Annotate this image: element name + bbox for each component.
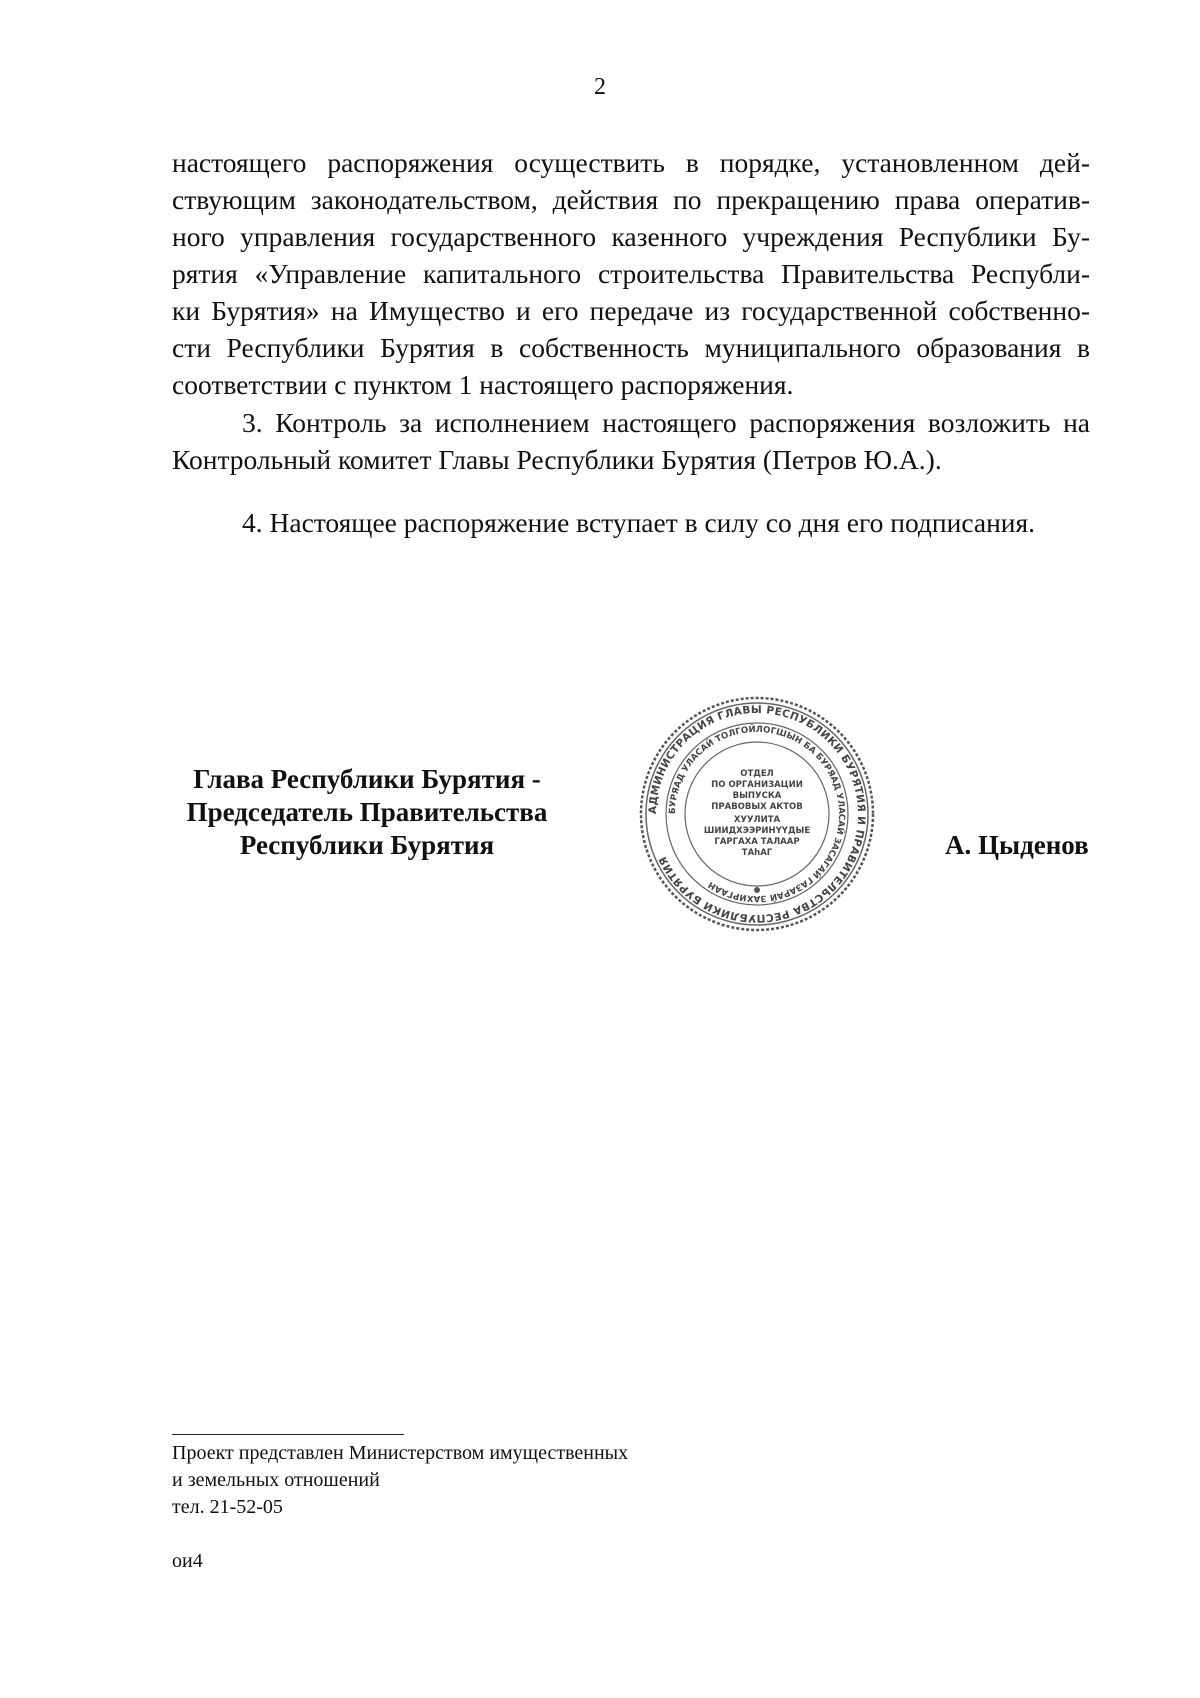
paragraph-line: ного управления государственного казенного учреждения Республики Бу- (172, 221, 1090, 252)
seal-center-line: ОТДЕЛ (740, 769, 774, 779)
page-number: 2 (594, 74, 606, 100)
signatory-title-line: Председатель Правительства (186, 797, 548, 827)
signatory-title-line: Глава Республики Бурятия - (193, 764, 541, 794)
seal-center-line: ШИИДХЭЭРИНҮҮДЫЕ (703, 826, 811, 836)
footnote-divider (172, 1434, 404, 1435)
svg-text:БУРЯАД УЛАСАЙ ТОЛГОЙЛОГШЫН БА (668, 723, 847, 904)
footnote (172, 1440, 628, 1521)
seal-center-line: ПО ОРГАНИЗАЦИИ (711, 780, 803, 790)
paragraph-line: 3. Контроль за исполнением настоящего распоряжения возложить на (242, 407, 1090, 438)
signatory-title-line: Республики Бурятия (239, 830, 495, 860)
paragraph-line: рятия «Управление капитального строительства Правительства Республи- (172, 258, 1090, 289)
seal-center-line: ПРАВОВЫХ АКТОВ (711, 802, 803, 812)
document-code: ои4 (172, 1550, 203, 1572)
paragraph-line: сти Республики Бурятия в собственность муниципального образования в (172, 332, 1090, 363)
official-seal (637, 694, 877, 934)
seal-star-icon (754, 887, 760, 893)
footnote-line: и земельных отношений (172, 1469, 380, 1491)
seal-center-line: ВЫПУСКА (732, 791, 782, 801)
footnote-line: Проект представлен Министерством имущественных (172, 1442, 629, 1464)
paragraph-line: Контрольный комитет Главы Республики Бурятия (Петров Ю.А.). (172, 444, 942, 475)
paragraph-4: 4. Настоящее распоряжение вступает в силу со дня его подписания. (242, 507, 1036, 538)
paragraph-line: ствующим законодательством, действия по прекращению права оператив- (172, 184, 1090, 215)
paragraph-line: соответствии с пунктом 1 настоящего распоряжения. (172, 369, 794, 400)
paragraph-line: настоящего распоряжения осуществить в порядке, установленном дей- (172, 147, 1090, 178)
seal-center-line: ГАРГАХА ТАЛААР (714, 837, 800, 847)
seal-center-line: ТАhАГ (741, 848, 773, 858)
signatory-title (172, 763, 562, 862)
seal-inner-ring-text: БУРЯАД УЛАСАЙ ТОЛГОЙЛОГШЫН БА БУРЯАД УЛАСАЙ ЗАСАГАЙ ГАЗАРАЙ ЗАХИРГААН (667, 724, 847, 904)
paragraph-3 (172, 404, 1090, 478)
paragraph-2-continuation (172, 144, 1090, 403)
seal-outer-text: АДМИНИСТРАЦИЯ ГЛАВЫ РЕСПУБЛИКИ БУРЯТИЯ И ПРАВИТЕЛЬСТВА РЕСПУБЛИКИ БУРЯТИЯ (646, 703, 868, 925)
seal-center-line: ХУУЛИТА (733, 815, 781, 825)
signatory-name: А. Цыденов (945, 830, 1089, 860)
footnote-line: тел. 21-52-05 (172, 1496, 283, 1518)
paragraph-line: ки Бурятия» на Имущество и его передаче из государственной собственно- (172, 295, 1090, 326)
